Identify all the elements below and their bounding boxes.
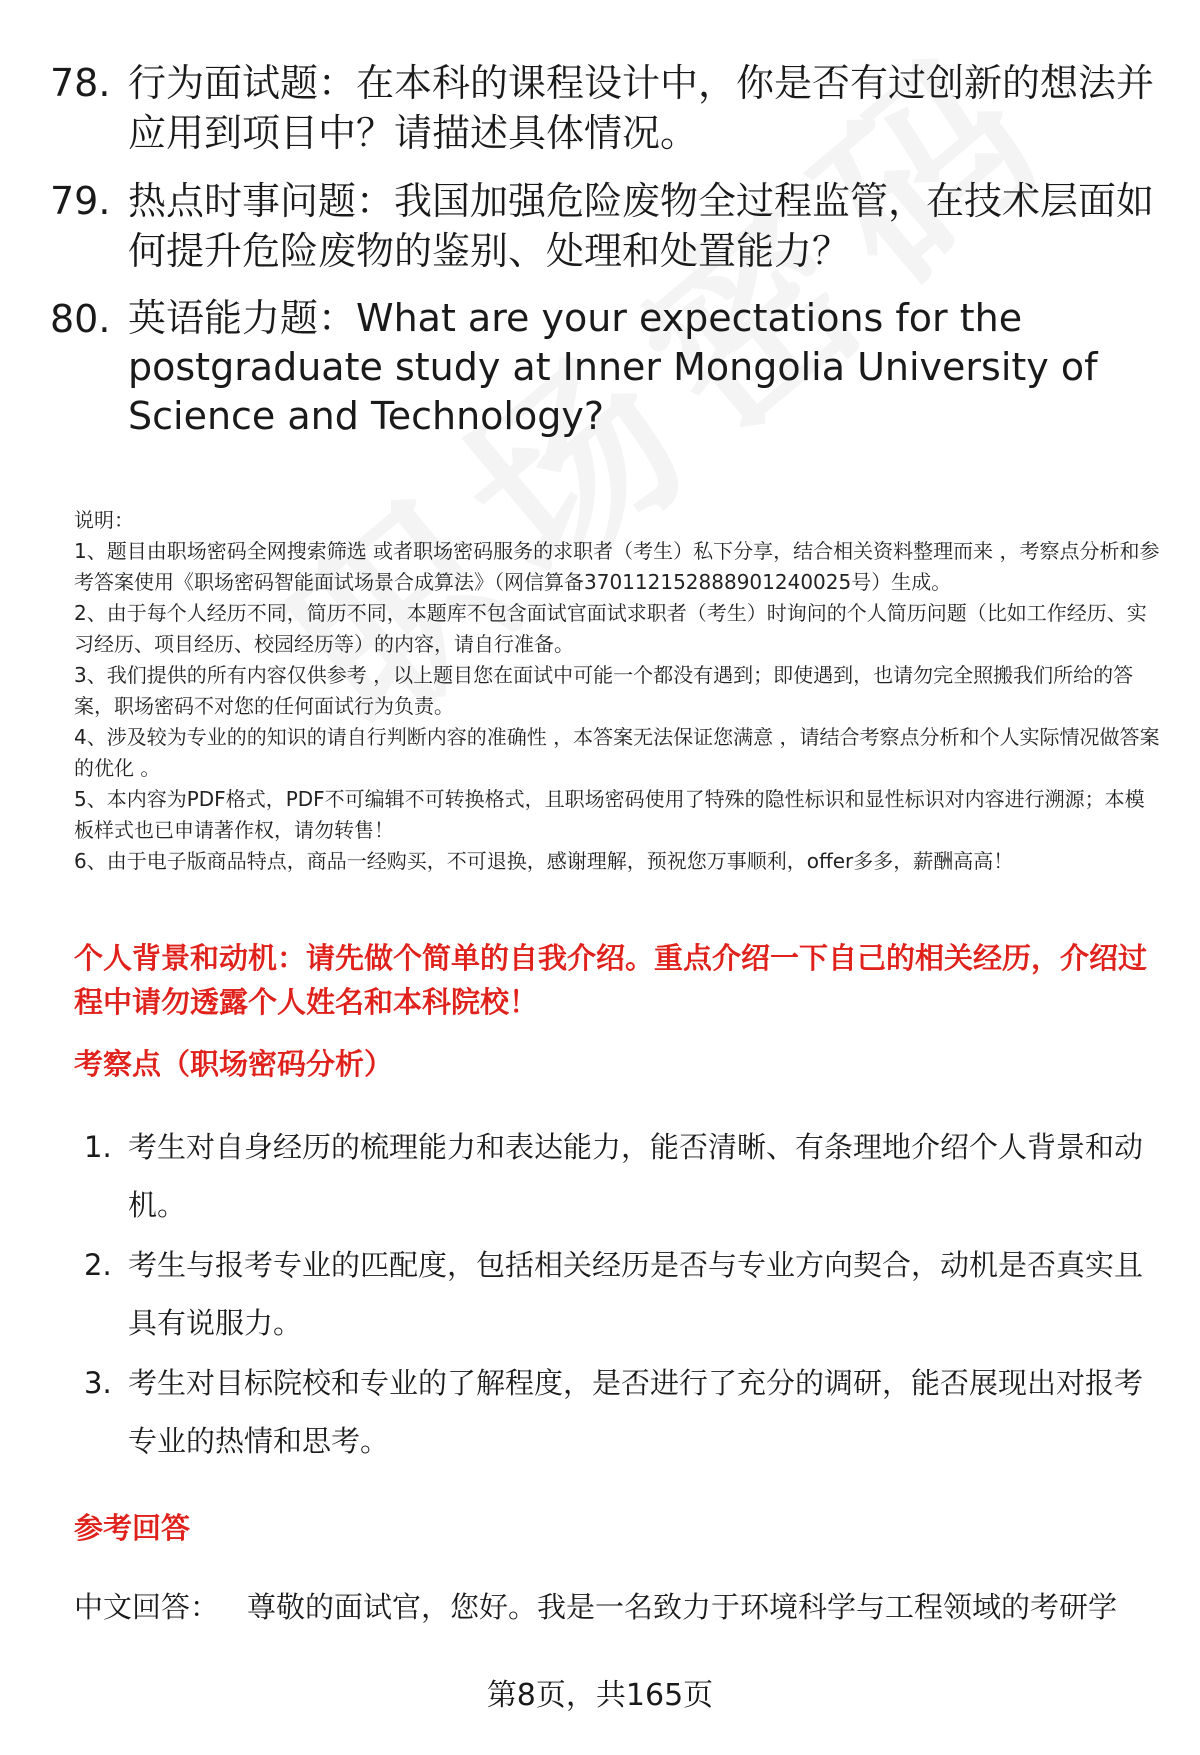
question-item bbox=[50, 58, 1160, 158]
page-footer: 第8页，共165页 bbox=[486, 1678, 714, 1713]
reference-heading: 参考回答 bbox=[74, 1511, 191, 1545]
point-number: 2. bbox=[84, 1248, 112, 1282]
analysis-point bbox=[84, 1236, 1164, 1352]
answer-text: 尊敬的面试官，您好。我是一名致力于环境科学与工程领域的考研学 bbox=[247, 1590, 1118, 1624]
point-text: 考生对目标院校和专业的了解程度，是否进行了充分的调研，能否展现出对报考专业的热情和思考。 bbox=[128, 1366, 1144, 1458]
note-item: 3、我们提供的所有内容仅供参考 ，以上题目您在面试中可能一个都没有遇到；即使遇到，也请勿完全照搬我们所给的答案，职场密码不对您的任何面试行为负责。 bbox=[74, 663, 1134, 718]
question-prompt: 个人背景和动机：请先做个简单的自我介绍。重点介绍一下自己的相关经历，介绍过程中请勿透露个人姓名和本科院校！ bbox=[74, 941, 1148, 1019]
analysis-points bbox=[84, 1118, 1164, 1472]
question-list bbox=[50, 58, 1160, 459]
question-item bbox=[50, 176, 1160, 276]
notes-title: 说明： bbox=[74, 508, 134, 532]
point-text: 考生对自身经历的梳理能力和表达能力，能否清晰、有条理地介绍个人背景和动机。 bbox=[128, 1130, 1144, 1222]
note-item: 2、由于每个人经历不同，简历不同，本题库不包含面试官面试求职者（考生）时询问的个人简历问题（比如工作经历、实习经历、项目经历、校园经历等）的内容，请自行准备。 bbox=[74, 601, 1147, 656]
analysis-point bbox=[84, 1118, 1164, 1234]
point-text: 考生与报考专业的匹配度，包括相关经历是否与专业方向契合，动机是否真实且具有说服力。 bbox=[128, 1248, 1144, 1340]
note-item: 4、涉及较为专业的的知识的请自行判断内容的准确性 ，本答案无法保证您满意 ，请结合考察点分析和个人实际情况做答案的优化 。 bbox=[74, 725, 1160, 780]
question-number: 79. bbox=[50, 179, 111, 223]
note-item: 5、本内容为PDF格式，PDF不可编辑不可转换格式，且职场密码使用了特殊的隐性标识和显性标识对内容进行溯源；本模板样式也已申请著作权，请勿转售！ bbox=[74, 787, 1145, 842]
question-number: 80. bbox=[50, 297, 111, 341]
question-text: 行为面试题：在本科的课程设计中，你是否有过创新的想法并应用到项目中？请描述具体情况。 bbox=[128, 61, 1155, 155]
question-text: 英语能力题：What are your expectations for the postgraduate study at Inner Mongolia University of Science and Technology? bbox=[128, 296, 1098, 438]
note-item: 1、题目由职场密码全网搜索筛选 或者职场密码服务的求职者（考生）私下分享，结合相关资料整理而来 ，考察点分析和参考答案使用《职场密码智能面试场景合成算法》（网信算备370112152888901240025号）生成。 bbox=[74, 539, 1160, 594]
question-number: 78. bbox=[50, 61, 111, 105]
disclaimer-notes bbox=[74, 505, 1164, 877]
analysis-point bbox=[84, 1354, 1164, 1470]
answer-label: 中文回答： bbox=[74, 1590, 220, 1624]
point-number: 3. bbox=[84, 1366, 112, 1400]
point-number: 1. bbox=[84, 1130, 112, 1164]
question-text: 热点时事问题：我国加强危险废物全过程监管，在技术层面如何提升危险废物的鉴别、处理和处置能力？ bbox=[128, 179, 1155, 273]
analysis-heading: 考察点（职场密码分析） bbox=[74, 1047, 394, 1081]
reference-answer bbox=[74, 1587, 1117, 1627]
note-item: 6、由于电子版商品特点，商品一经购买，不可退换，感谢理解，预祝您万事顺利，offer多多，薪酬高高！ bbox=[74, 849, 1014, 873]
question-item bbox=[50, 294, 1160, 441]
